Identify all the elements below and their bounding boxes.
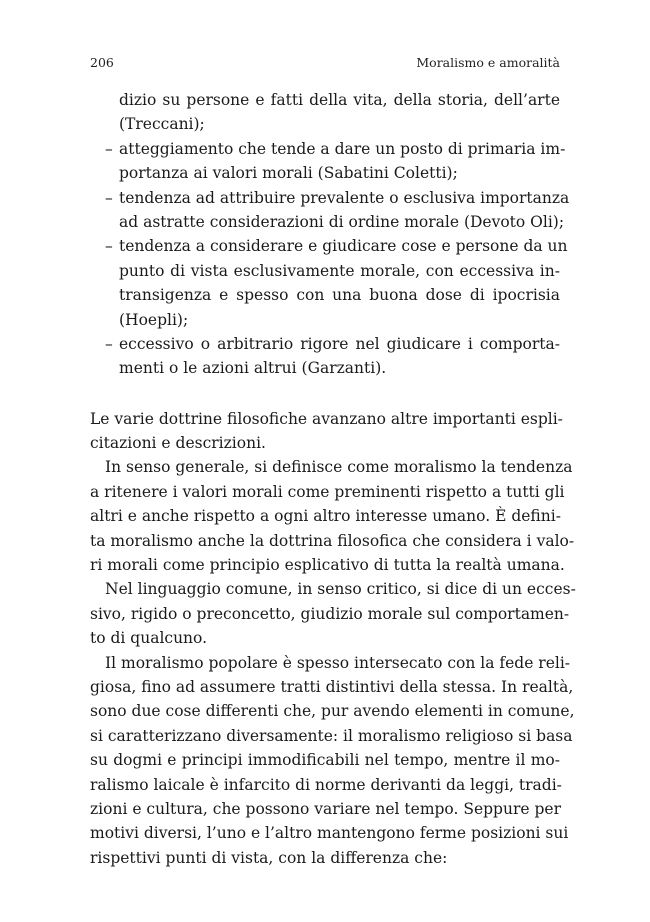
text-line: motivi diversi, l’uno e l’altro mantengono ferme posizioni sui	[90, 824, 569, 843]
list-line	[90, 112, 560, 136]
list-dash: –	[105, 139, 113, 158]
text-line: to di qualcuno.	[90, 629, 208, 648]
list-line-text: (Treccani);	[119, 115, 205, 134]
text-line: Il moralismo popolare è spesso intersecato con la fede reli-	[105, 653, 571, 672]
list-line-text: punto di vista esclusivamente morale, con eccessiva in-	[119, 261, 560, 280]
list-line-text: (Hoepli);	[119, 310, 189, 329]
list-dash: –	[105, 334, 113, 353]
list-dash: –	[105, 188, 113, 207]
text-line: citazioni e descrizioni.	[90, 434, 266, 453]
list-line-text: ad astratte considerazioni di ordine morale (Devoto Oli);	[119, 212, 565, 231]
text-line: altri e anche rispetto a ogni altro interesse umano. È defini-	[90, 507, 561, 526]
text-line: ralismo laicale è infarcito di norme derivanti da leggi, tradi-	[90, 775, 562, 794]
text-line: a ritenere i valori morali come preminenti rispetto a tutti gli	[90, 482, 565, 501]
list-line	[90, 356, 560, 380]
page-number: 206	[90, 55, 114, 70]
list-line	[90, 161, 560, 185]
definition-list	[90, 88, 570, 381]
text-line: sivo, rigido o preconcetto, giudizio morale sul comportamen-	[90, 604, 570, 623]
text-line: Le varie dottrine filosofiche avanzano altre importanti espli-	[90, 409, 563, 428]
list-dash: –	[105, 237, 113, 256]
list-line-text: atteggiamento che tende a dare un posto di primaria im-	[119, 139, 566, 158]
list-line-text: transigenza e spesso con una buona dose di ipocrisia	[119, 286, 560, 305]
text-line: rispettivi punti di vista, con la differenza che:	[90, 848, 448, 867]
running-title: Moralismo e amoralità	[416, 55, 560, 70]
list-line	[90, 88, 560, 112]
list-line	[90, 259, 560, 283]
list-line	[90, 283, 560, 307]
text-line: ta moralismo anche la dottrina filosofica che considera i valo-	[90, 531, 575, 550]
list-line-text: dizio su persone e fatti della vita, della storia, dell’arte	[119, 91, 560, 109]
text-line: zioni e cultura, che possono variare nel tempo. Seppure per	[90, 799, 561, 818]
paragraph-gap	[90, 381, 560, 407]
list-line-text: tendenza ad attribuire prevalente o esclusiva importanza	[119, 188, 570, 207]
text-line: su dogmi e principi immodificabili nel tempo, mentre il mo-	[90, 751, 560, 770]
text-line: sono due cose differenti che, pur avendo elementi in comune,	[90, 702, 575, 721]
page-body	[90, 88, 576, 870]
text-line: si caratterizzano diversamente: il moralismo religioso si basa	[90, 726, 573, 745]
list-line	[90, 332, 560, 356]
text-line: Nel linguaggio comune, in senso critico, si dice di un ecces-	[105, 580, 576, 599]
running-header	[90, 55, 560, 73]
body-text	[90, 407, 576, 870]
text-line: giosa, fino ad assumere tratti distintivi della stessa. In realtà,	[90, 677, 574, 696]
list-line-text: eccessivo o arbitrario rigore nel giudicare i comporta-	[119, 334, 560, 353]
list-line-text: portanza ai valori morali (Sabatini Coletti);	[119, 164, 458, 183]
list-line-text: tendenza a considerare e giudicare cose e persone da un	[119, 237, 568, 256]
list-line	[90, 186, 570, 210]
list-line	[90, 210, 565, 234]
list-line-text: menti o le azioni altrui (Garzanti).	[119, 359, 387, 378]
list-line	[90, 234, 568, 258]
list-line	[90, 137, 566, 161]
list-line	[90, 308, 560, 332]
text-line: ri morali come principio esplicativo di tutta la realtà umana.	[90, 556, 565, 575]
text-line: In senso generale, si definisce come moralismo la tendenza	[105, 458, 573, 477]
